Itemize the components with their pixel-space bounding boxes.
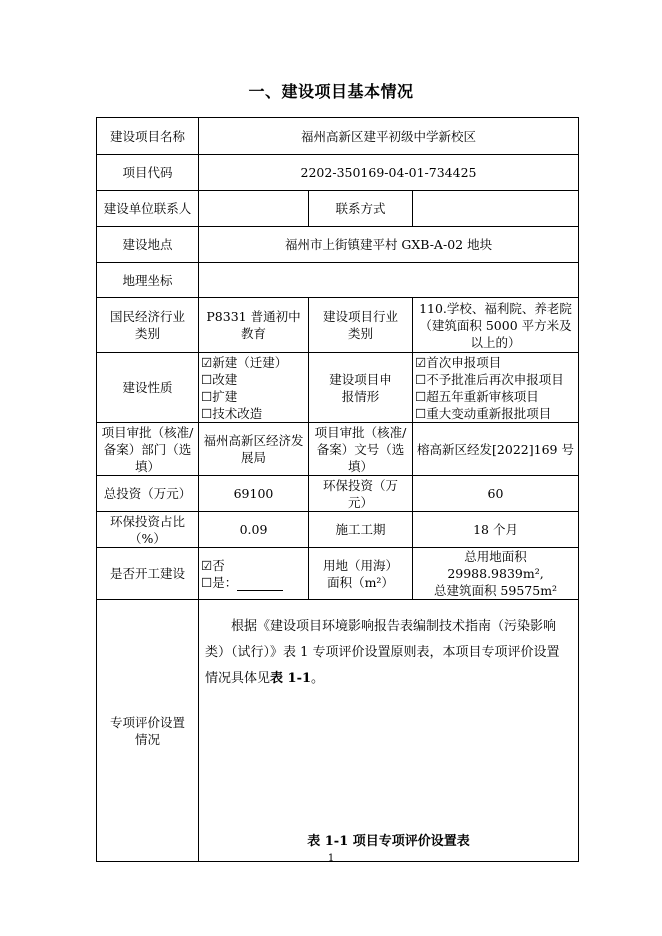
- row-industry: [97, 298, 579, 353]
- row-investment: [97, 476, 579, 512]
- value-approval-dept: 福州高新区经济发展局: [199, 423, 309, 476]
- row-project-code: [97, 155, 579, 191]
- label-env-investment: 环保投资（万元）: [309, 476, 413, 512]
- value-duration: 18 个月: [413, 512, 579, 548]
- value-contact-person: [199, 191, 309, 227]
- label-contact-person: 建设单位联系人: [97, 191, 199, 227]
- row-coords: [97, 263, 579, 298]
- option-started: [201, 574, 306, 591]
- value-project-name: 福州高新区建平初级中学新校区: [199, 118, 579, 155]
- label-location: 建设地点: [97, 227, 199, 263]
- option-tech: ☐技术改造: [201, 405, 263, 421]
- option-major-change: ☐重大变动重新报批项目: [415, 405, 552, 421]
- value-ratio: 0.09: [199, 512, 309, 548]
- page-title: 一、建设项目基本情况: [248, 82, 414, 101]
- label-project-industry: 建设项目行业类别: [309, 298, 413, 353]
- option-expand: ☐扩建: [201, 388, 238, 404]
- option-resubmit: ☐不予批准后再次申报项目: [415, 371, 564, 387]
- declare-options: [413, 353, 579, 423]
- row-project-name: [97, 118, 579, 155]
- label-coords: 地理坐标: [97, 263, 199, 298]
- label-project-name: 建设项目名称: [97, 118, 199, 155]
- label-declare: 建设项目申报情形: [309, 353, 413, 423]
- row-contact: [97, 191, 579, 227]
- option-rebuild: ☐改建: [201, 371, 238, 387]
- option-five-year: ☐超五年重新审核项目: [415, 388, 539, 404]
- row-approval: [97, 423, 579, 476]
- option-started-label: ☐是：: [201, 574, 238, 590]
- nature-options: [199, 353, 309, 423]
- value-location: 福州市上街镇建平村 GXB-A-02 地块: [199, 227, 579, 263]
- label-investment: 总投资（万元）: [97, 476, 199, 512]
- value-investment: 69100: [199, 476, 309, 512]
- row-ratio: [97, 512, 579, 548]
- label-approval-no: 项目审批（核准/备案）文号（选填）: [309, 423, 413, 476]
- label-nature: 建设性质: [97, 353, 199, 423]
- label-special: 专项评价设置情况: [97, 600, 199, 862]
- value-coords: [199, 263, 579, 298]
- label-project-code: 项目代码: [97, 155, 199, 191]
- row-nature: [97, 353, 579, 423]
- label-land-area: 用地（用海）面积（m²）: [309, 548, 413, 600]
- special-paragraph: [205, 614, 572, 692]
- row-started: [97, 548, 579, 600]
- value-env-investment: 60: [413, 476, 579, 512]
- page-number: 1: [327, 853, 335, 864]
- label-ratio: 环保投资占比（%）: [97, 512, 199, 548]
- value-project-industry: 110.学校、福利院、养老院（建筑面积 5000 平方米及以上的）: [413, 298, 579, 353]
- value-land-area: [413, 548, 579, 600]
- option-new: ☑新建（迁建）: [201, 354, 288, 370]
- label-approval-dept: 项目审批（核准/备案）部门（选填）: [97, 423, 199, 476]
- value-total-building-area: 总建筑面积 59575m²: [433, 583, 558, 598]
- value-total-land-area: 总用地面积 29988.9839m²,: [447, 549, 544, 581]
- value-industry: P8331 普通初中教育: [199, 298, 309, 353]
- label-duration: 施工工期: [309, 512, 413, 548]
- option-first: ☑首次申报项目: [415, 354, 502, 370]
- started-options: [199, 548, 309, 600]
- label-industry: 国民经济行业类别: [97, 298, 199, 353]
- label-contact-method: 联系方式: [309, 191, 413, 227]
- basic-info-table: [96, 117, 579, 862]
- table-caption: 表 1-1 项目专项评价设置表: [307, 834, 470, 849]
- special-content: [199, 600, 579, 862]
- value-contact-method: [413, 191, 579, 227]
- row-location: [97, 227, 579, 263]
- paragraph-end: 。: [311, 671, 325, 686]
- label-started: 是否开工建设: [97, 548, 199, 600]
- special-paragraph-text: 根据《建设项目环境影响报告表编制技术指南（污染影响类）（试行）》表 1 专项评价设置原则表，本项目专项评价设置情况具体见: [205, 619, 560, 686]
- value-approval-no: 榕高新区经发[2022]169 号: [413, 423, 579, 476]
- table-reference: 表 1-1: [270, 671, 312, 686]
- value-project-code: 2202-350169-04-01-734425: [199, 155, 579, 191]
- option-not-started: ☑否: [201, 557, 225, 573]
- row-special: [97, 600, 579, 862]
- blank-underline: [237, 578, 283, 591]
